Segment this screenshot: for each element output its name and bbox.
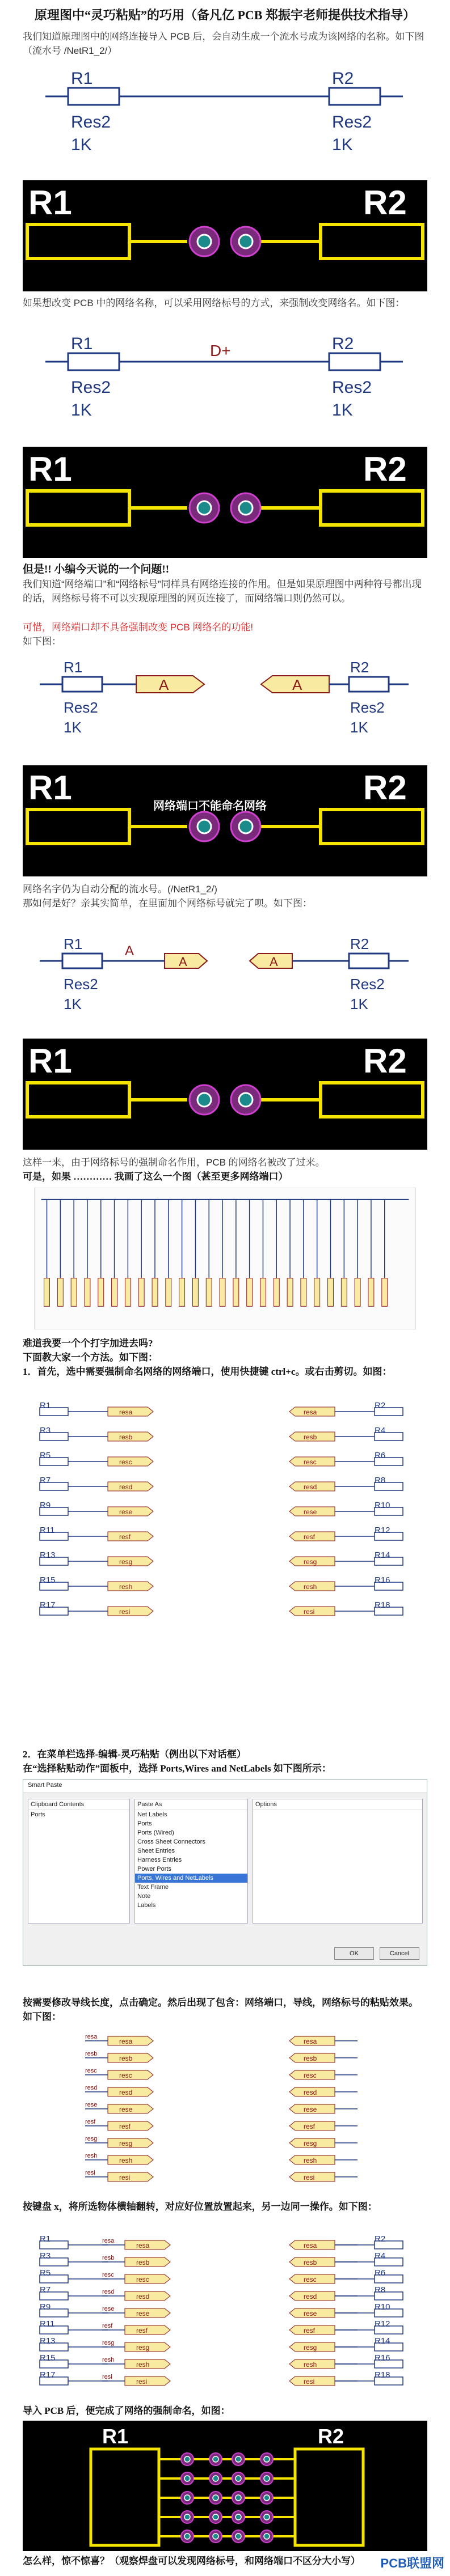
paragraph-step1: 1．首先，选中需要强制命名网络的网络端口，使用快捷键 ctrl+c。或右击剪切。如图： bbox=[23, 1366, 392, 1377]
port-vertical bbox=[71, 1278, 77, 1307]
paragraph-as-below: 如下图： bbox=[23, 636, 61, 647]
port-left-name: rese bbox=[119, 2105, 133, 2113]
port-vertical bbox=[125, 1278, 131, 1307]
right-ref: R8 bbox=[375, 1476, 386, 1485]
left-ref: R9 bbox=[40, 2302, 51, 2312]
port-left-name: resh bbox=[136, 2361, 150, 2369]
port-vertical bbox=[287, 1278, 293, 1307]
pcb-r1-b: R1 bbox=[28, 450, 72, 488]
port-vertical bbox=[274, 1278, 279, 1307]
paragraph-step5: 导入 PCB 后，便完成了网络的强制命名，如图： bbox=[23, 2405, 230, 2416]
port-a-left-b: A bbox=[179, 955, 187, 969]
clipboard-item[interactable]: Ports bbox=[31, 1811, 45, 1818]
port-right-name: resc bbox=[304, 2276, 317, 2283]
port-vertical bbox=[328, 1278, 334, 1307]
left-ref: R9 bbox=[40, 1501, 51, 1510]
port-right-name: resh bbox=[304, 1583, 317, 1591]
label-res2-c: Res2 bbox=[350, 699, 385, 716]
port-left-name: resd bbox=[136, 2293, 150, 2300]
left-ref: R17 bbox=[40, 1600, 56, 1610]
right-ref: R18 bbox=[375, 1600, 390, 1610]
port-right-name: resi bbox=[304, 2174, 315, 2181]
label-r2-d: R2 bbox=[350, 935, 369, 952]
port-a-right-b: A bbox=[270, 955, 278, 969]
paragraph-fixed: 这样一来，由于网络标号的强制命名作用，PCB 的网络名被改了过来。 bbox=[23, 1157, 325, 1168]
paste-as-item[interactable]: Net Labels bbox=[137, 1811, 167, 1818]
pcb-r1-d: R1 bbox=[28, 1042, 72, 1080]
port-right-name: resb bbox=[304, 2054, 317, 2062]
port-left-name: resa bbox=[136, 2242, 150, 2249]
paste-as-item[interactable]: Ports (Wired) bbox=[137, 1829, 174, 1836]
dialog-title: Smart Paste bbox=[23, 1780, 427, 1793]
port-left-name: resc bbox=[119, 2071, 132, 2079]
label-r2: R2 bbox=[332, 69, 354, 88]
port-right-name: resh bbox=[304, 2361, 317, 2369]
port-right-name: rese bbox=[304, 1508, 317, 1516]
label-val1-b: 1K bbox=[71, 401, 92, 420]
port-right-name: rese bbox=[304, 2105, 317, 2113]
right-ref: R18 bbox=[375, 2370, 390, 2380]
port-left-name: resa bbox=[119, 1408, 133, 1416]
port-vertical bbox=[368, 1278, 374, 1307]
port-right-name: resb bbox=[304, 1433, 317, 1441]
cancel-button[interactable]: Cancel bbox=[380, 1947, 419, 1960]
net-label-a: A bbox=[125, 943, 134, 959]
port-vertical bbox=[247, 1278, 253, 1307]
net-label: resc bbox=[85, 2067, 97, 2074]
paste-as-header: Paste As bbox=[135, 1799, 247, 1810]
right-ref: R6 bbox=[375, 1451, 386, 1460]
label-val2: 1K bbox=[332, 135, 353, 154]
article-title: 原理图中“灵巧粘贴”的巧用（备凡亿 PCB 郑振宇老师提供技术指导） bbox=[34, 8, 415, 22]
net-label: resh bbox=[102, 2357, 115, 2363]
paragraph-ports: 我们知道“网络端口”和“网络标号”同样具有网络连接的作用。但是如果原理图中两种符号都出现的话，网络标号将不可以实现原理图的网页连接了，而网络端口则仍然可以。 bbox=[23, 579, 422, 604]
net-label: resi bbox=[102, 2374, 112, 2380]
port-a-left: A bbox=[159, 676, 169, 693]
right-ref: R12 bbox=[375, 1526, 390, 1535]
net-label: resg bbox=[102, 2340, 115, 2346]
net-label: resf bbox=[102, 2323, 113, 2329]
label-res2-b: Res2 bbox=[332, 378, 372, 397]
port-right-name: resg bbox=[304, 2139, 317, 2147]
port-right-name: resd bbox=[304, 2293, 317, 2300]
label-r2-b: R2 bbox=[332, 334, 354, 353]
paragraph-add-label: 那如何是好？亲其实简单，在里面加个网络标号就完了呗。如下图： bbox=[23, 898, 312, 909]
port-vertical bbox=[233, 1278, 239, 1307]
port-right-name: resf bbox=[304, 2327, 316, 2334]
label-res1: Res2 bbox=[71, 113, 111, 132]
pcb-r2-d: R2 bbox=[363, 1042, 407, 1080]
label-val2-c: 1K bbox=[350, 719, 368, 736]
port-vertical bbox=[166, 1278, 171, 1307]
paragraph-pity: 可惜，网络端口却不具备强制改变 PCB 网络名的功能! bbox=[23, 622, 254, 633]
paste-as-list bbox=[135, 1810, 247, 1910]
label-r1: R1 bbox=[71, 69, 93, 88]
port-right-name: resf bbox=[304, 2122, 316, 2130]
paste-as-item[interactable]: Harness Entries bbox=[137, 1857, 182, 1863]
label-r2-c: R2 bbox=[350, 659, 369, 676]
paste-as-item[interactable]: Note bbox=[137, 1893, 151, 1900]
port-vertical bbox=[44, 1278, 50, 1307]
right-ref: R12 bbox=[375, 2319, 390, 2329]
paragraph-heading-but: 但是!! 小编今天说的一个问题!! bbox=[23, 564, 170, 575]
left-ref: R5 bbox=[40, 2268, 51, 2278]
paste-as-item[interactable]: Power Ports bbox=[137, 1866, 171, 1872]
schematic-figure-many bbox=[34, 1188, 416, 1329]
pcb-figure-1 bbox=[23, 180, 427, 291]
left-ref: R11 bbox=[40, 2319, 55, 2329]
port-right-name: resa bbox=[304, 1408, 317, 1416]
paragraph-netname: 网络名字仍为自动分配的流水号。(/NetR1_2/) bbox=[23, 884, 217, 895]
port-vertical bbox=[152, 1278, 158, 1307]
port-vertical bbox=[314, 1278, 320, 1307]
port-left-name: resi bbox=[119, 1608, 131, 1616]
paste-as-item[interactable]: Cross Sheet Connectors bbox=[137, 1838, 205, 1845]
port-a-right: A bbox=[292, 676, 302, 693]
paragraph-step2: 2．在菜单栏选择-编辑-灵巧粘贴（例出以下对话框） bbox=[23, 1749, 246, 1760]
label-res1-c: Res2 bbox=[64, 699, 98, 716]
port-right-name: resc bbox=[304, 2071, 317, 2079]
left-ref: R11 bbox=[40, 1526, 55, 1535]
schematic-figure-1 bbox=[34, 62, 416, 176]
port-left-name: resg bbox=[136, 2344, 150, 2352]
port-vertical bbox=[179, 1278, 185, 1307]
label-res2: Res2 bbox=[332, 113, 372, 132]
net-label: resf bbox=[85, 2119, 96, 2125]
net-label: resb bbox=[102, 2255, 115, 2261]
port-left-name: resb bbox=[136, 2259, 150, 2266]
left-ref: R7 bbox=[40, 2285, 51, 2295]
pcb-r1-c: R1 bbox=[28, 769, 72, 807]
paragraph-question: 难道我要一个个打字加进去吗? bbox=[23, 1338, 153, 1349]
left-ref: R5 bbox=[40, 1451, 51, 1460]
paste-as-item[interactable]: Ports, Wires and NetLabels bbox=[135, 1874, 247, 1883]
net-label: resa bbox=[102, 2238, 115, 2244]
left-ref: R7 bbox=[40, 1476, 51, 1485]
left-ref: R13 bbox=[40, 2336, 56, 2346]
port-left-name: resh bbox=[119, 2156, 133, 2164]
label-r1-d: R1 bbox=[64, 935, 83, 952]
port-left bbox=[125, 2376, 170, 2386]
label-r1-c: R1 bbox=[64, 659, 83, 676]
schematic-figure-ports bbox=[34, 653, 416, 761]
pcb-r2-b: R2 bbox=[363, 450, 407, 488]
right-ref: R16 bbox=[375, 2353, 390, 2363]
port-vertical bbox=[355, 1278, 360, 1307]
net-label-dplus: D+ bbox=[210, 342, 231, 359]
port-vertical bbox=[382, 1278, 388, 1307]
paste-as-item[interactable]: Labels bbox=[137, 1902, 156, 1909]
schematic-figure-2 bbox=[34, 328, 416, 441]
net-label: rese bbox=[102, 2306, 115, 2312]
left-ref: R15 bbox=[40, 2353, 56, 2363]
label-res1-b: Res2 bbox=[71, 378, 111, 397]
port-right-name: resd bbox=[304, 1483, 317, 1491]
paragraph-net-label: 如果想改变 PCB 中的网络名称，可以采用网络标号的方式，来强制改变网络名。如下图： bbox=[23, 298, 405, 308]
pcb-figure-3 bbox=[23, 765, 427, 876]
pcb-r2-c: R2 bbox=[363, 769, 407, 807]
right-ref: R16 bbox=[375, 1575, 390, 1585]
port-vertical bbox=[57, 1278, 63, 1307]
port-left bbox=[108, 1607, 153, 1616]
port-left-name: resf bbox=[136, 2327, 148, 2334]
label-res2-d: Res2 bbox=[350, 976, 385, 993]
schematic-figure-final bbox=[34, 2234, 416, 2398]
port-vertical bbox=[206, 1278, 212, 1307]
right-ref: R2 bbox=[375, 2234, 386, 2244]
paragraph-conclusion: 怎么样，惊不惊喜？（观察焊盘可以发现网络标号，和网络端口不区分大小写） bbox=[23, 2556, 360, 2566]
net-label: resg bbox=[85, 2136, 98, 2142]
clipboard-list bbox=[28, 1810, 129, 1819]
paragraph-but-if: 可是，如果 ………… 我画了这么一个图（甚至更多网络端口） bbox=[23, 1171, 288, 1182]
clipboard-header: Clipboard Contents bbox=[28, 1799, 129, 1810]
port-left-name: resa bbox=[119, 2037, 133, 2045]
label-res1-d: Res2 bbox=[64, 976, 98, 993]
port-left-name: resi bbox=[119, 2174, 131, 2181]
port-right-name: resh bbox=[304, 2156, 317, 2164]
schematic-figure-select bbox=[34, 1399, 416, 1632]
right-ref: R10 bbox=[375, 1501, 390, 1510]
port-left-name: resb bbox=[119, 1433, 133, 1441]
right-ref: R10 bbox=[375, 2302, 390, 2312]
watermark-logo: PCB联盟网 bbox=[380, 2556, 444, 2570]
port-vertical bbox=[260, 1278, 266, 1307]
label-val1: 1K bbox=[71, 135, 92, 154]
paragraph-method: 下面教大家一个方法。如下图： bbox=[23, 1352, 158, 1363]
port-vertical bbox=[341, 1278, 347, 1307]
port-right-name: rese bbox=[304, 2310, 317, 2317]
net-label: resd bbox=[85, 2084, 98, 2091]
port-left bbox=[108, 2172, 153, 2181]
port-left-name: resh bbox=[119, 1583, 133, 1591]
right-ref: R4 bbox=[375, 1426, 386, 1435]
smart-paste-dialog bbox=[23, 1779, 427, 1966]
port-vertical bbox=[220, 1278, 225, 1307]
schematic-figure-pasted bbox=[34, 2030, 416, 2194]
right-ref: R14 bbox=[375, 1550, 390, 1560]
pcb-figure-final bbox=[23, 2421, 427, 2551]
paste-as-item[interactable]: Ports bbox=[137, 1820, 152, 1827]
paragraph-step4: 按键盘 x，将所选物体横轴翻转，对应好位置放置起来，另一边同一操作。如下图： bbox=[23, 2201, 377, 2212]
options-header: Options bbox=[253, 1799, 422, 1810]
port-right-name: resa bbox=[304, 2037, 317, 2045]
port-left-name: resg bbox=[119, 1558, 133, 1566]
net-label: resa bbox=[85, 2033, 98, 2040]
paragraph-intro: 我们知道原理图中的网络连接导入 PCB 后，会自动生成一个流水号成为该网络的名称。如下图（流水号 /NetR1_2/） bbox=[23, 31, 424, 56]
port-vertical bbox=[98, 1278, 104, 1307]
paragraph-step2b: 在“选择粘贴动作”面板中，选择 Ports,Wires and NetLabels 如下图所示： bbox=[23, 1763, 331, 1774]
pcb-final-r1: R1 bbox=[102, 2425, 129, 2448]
right-ref: R4 bbox=[375, 2251, 386, 2261]
port-right-name: resg bbox=[304, 2344, 317, 2352]
right-ref: R8 bbox=[375, 2285, 386, 2295]
options-panel bbox=[253, 1799, 423, 1923]
port-right-name: resi bbox=[304, 2378, 315, 2386]
port-vertical bbox=[138, 1278, 144, 1307]
left-ref: R1 bbox=[40, 1401, 51, 1410]
label-val1-c: 1K bbox=[64, 719, 82, 736]
net-label: resc bbox=[102, 2272, 114, 2278]
net-label: resi bbox=[85, 2170, 95, 2176]
pcb-warning-text: 网络端口不能命名网络 bbox=[153, 800, 267, 812]
label-val2-b: 1K bbox=[332, 401, 353, 420]
port-right-name: resg bbox=[304, 1558, 317, 1566]
port-left-name: resi bbox=[136, 2378, 148, 2386]
left-ref: R3 bbox=[40, 1426, 51, 1435]
pcb-figure-4 bbox=[23, 1039, 427, 1150]
paragraph-step3: 按需要修改导线长度，点击确定。然后出现了包含：网络端口，导线，网络标号的粘贴效果。如下图： bbox=[23, 1997, 418, 2022]
port-vertical bbox=[112, 1278, 117, 1307]
net-label: resd bbox=[102, 2289, 115, 2295]
net-label: rese bbox=[85, 2102, 98, 2108]
left-ref: R1 bbox=[40, 2234, 51, 2244]
pcb-figure-2 bbox=[23, 447, 427, 558]
left-ref: R13 bbox=[40, 1550, 56, 1560]
port-right-name: resf bbox=[304, 1533, 316, 1541]
left-ref: R17 bbox=[40, 2370, 56, 2380]
port-left-name: resg bbox=[119, 2139, 133, 2147]
port-left-name: resf bbox=[119, 2122, 131, 2130]
port-vertical bbox=[85, 1278, 90, 1307]
port-left-name: rese bbox=[136, 2310, 150, 2317]
right-ref: R14 bbox=[375, 2336, 390, 2346]
label-val2-d: 1K bbox=[350, 995, 368, 1012]
paste-as-item[interactable]: Text Frame bbox=[137, 1884, 169, 1891]
net-label: resb bbox=[85, 2050, 98, 2057]
label-val1-d: 1K bbox=[64, 995, 82, 1012]
paste-as-item[interactable]: Sheet Entries bbox=[137, 1848, 175, 1854]
schematic-figure-port-label bbox=[34, 930, 416, 1032]
left-ref: R3 bbox=[40, 2251, 51, 2261]
port-left-name: resd bbox=[119, 2088, 133, 2096]
net-label: resh bbox=[85, 2153, 98, 2159]
clipboard-panel bbox=[28, 1799, 130, 1923]
ok-button[interactable]: OK bbox=[334, 1947, 374, 1960]
port-vertical bbox=[192, 1278, 198, 1307]
port-right-name: resb bbox=[304, 2259, 317, 2266]
port-right-name: resi bbox=[304, 1608, 315, 1616]
label-r1-b: R1 bbox=[71, 334, 93, 353]
port-vertical bbox=[301, 1278, 306, 1307]
port-right-name: resa bbox=[304, 2242, 317, 2249]
port-left-name: resc bbox=[136, 2276, 149, 2283]
port-left-name: resd bbox=[119, 1483, 133, 1491]
port-left-name: resf bbox=[119, 1533, 131, 1541]
pcb-r2: R2 bbox=[363, 184, 407, 222]
pcb-r1: R1 bbox=[28, 184, 72, 222]
pcb-final-r2: R2 bbox=[318, 2425, 344, 2448]
paste-as-panel bbox=[134, 1799, 248, 1923]
port-right-name: resc bbox=[304, 1458, 317, 1466]
port-right-name: resd bbox=[304, 2088, 317, 2096]
port-left-name: rese bbox=[119, 1508, 133, 1516]
left-ref: R15 bbox=[40, 1575, 56, 1585]
right-ref: R6 bbox=[375, 2268, 386, 2278]
port-left-name: resc bbox=[119, 1458, 132, 1466]
port-left-name: resb bbox=[119, 2054, 133, 2062]
right-ref: R2 bbox=[375, 1401, 386, 1410]
